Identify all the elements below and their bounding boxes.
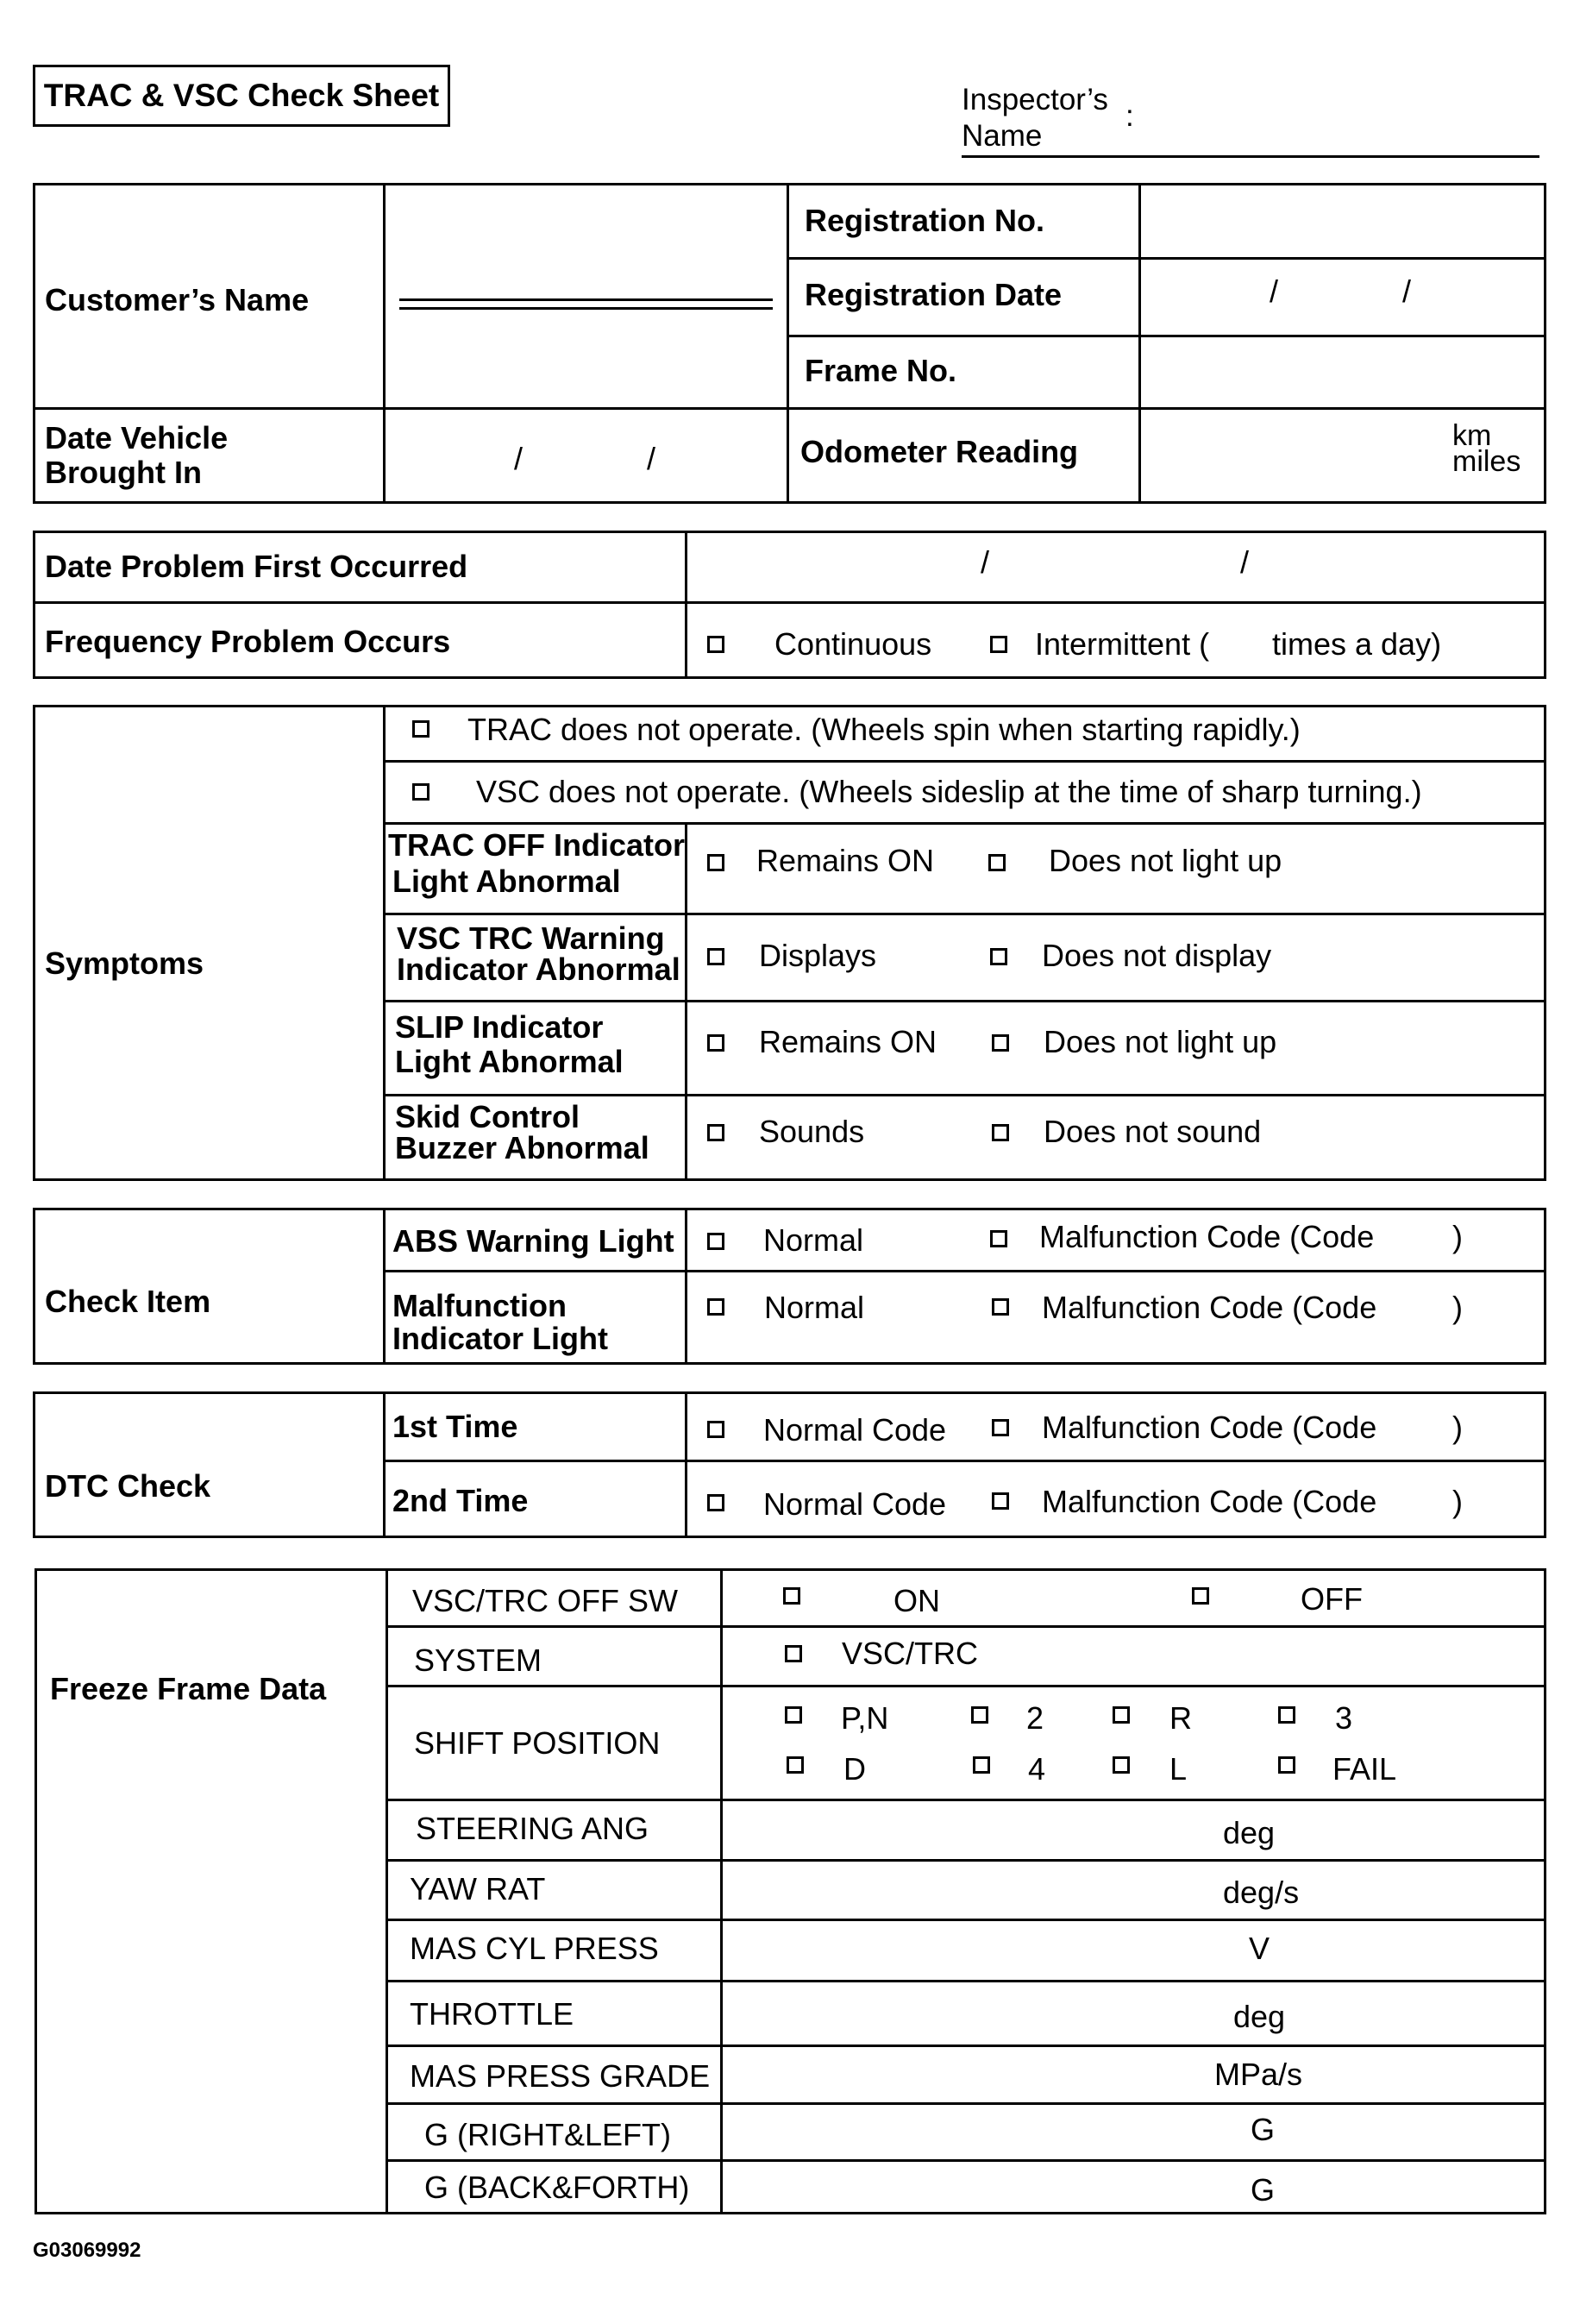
symptom-option-label: Sounds: [759, 1114, 865, 1149]
freeze-frame-table: [34, 1568, 1546, 2214]
shift-4-checkbox[interactable]: [973, 1756, 990, 1774]
system-vsc-trc-checkbox[interactable]: [785, 1645, 802, 1662]
symptom-row-label: VSC TRC Warning: [397, 920, 665, 956]
shift-option-label: L: [1169, 1751, 1188, 1787]
customer-name-field[interactable]: [399, 298, 773, 301]
system-vsc-trc-label: VSC/TRC: [842, 1636, 979, 1671]
shift-option-label: R: [1169, 1700, 1192, 1736]
symptom-option-label: Displays: [759, 938, 877, 973]
shift-l-checkbox[interactable]: [1113, 1756, 1130, 1774]
symptom-row-label: Light Abnormal: [392, 864, 621, 899]
odometer-km: km: [1452, 419, 1492, 452]
registration-no-label: Registration No.: [805, 203, 1045, 238]
mil-malfunction-checkbox[interactable]: [992, 1298, 1009, 1316]
freeze-row-label: THROTTLE: [410, 1996, 574, 2032]
freeze-row-label: G (RIGHT&LEFT): [424, 2117, 671, 2152]
symptom-option-checkbox[interactable]: [992, 1124, 1009, 1141]
symptom-row-label: Light Abnormal: [395, 1044, 624, 1079]
dtc-second-malfunction-checkbox[interactable]: [992, 1492, 1009, 1510]
freeze-row-unit: deg: [1233, 1999, 1286, 2034]
freeze-row-label: STEERING ANG: [416, 1811, 649, 1846]
symptom-option-checkbox[interactable]: [707, 1034, 724, 1052]
dtc-second-time-label: 2nd Time: [392, 1483, 529, 1518]
symptom-option-checkbox[interactable]: [707, 948, 724, 965]
freeze-row-unit: deg/s: [1223, 1875, 1300, 1910]
symptom-option-label: Does not sound: [1044, 1114, 1262, 1149]
shift-3-checkbox[interactable]: [1278, 1706, 1295, 1724]
trac-not-operate-label: TRAC does not operate. (Wheels spin when starting rapidly.): [467, 712, 1301, 747]
dtc-check-label: DTC Check: [45, 1468, 211, 1504]
symptom-option-label: Remains ON: [756, 843, 935, 878]
abs-malfunction-label: Malfunction Code (Code: [1039, 1219, 1375, 1254]
times-a-day-label: times a day): [1272, 626, 1442, 662]
symptom-option-checkbox[interactable]: [992, 1034, 1009, 1052]
trac-not-operate-checkbox[interactable]: [412, 720, 429, 738]
freeze-row-unit: MPa/s: [1214, 2057, 1303, 2092]
vsc-not-operate-checkbox[interactable]: [412, 783, 429, 801]
abs-close-paren: ): [1452, 1219, 1463, 1254]
dtc-first-normal-label: Normal Code: [763, 1412, 947, 1448]
mil-normal-checkbox[interactable]: [707, 1298, 724, 1316]
dtc-first-close-paren: ): [1452, 1410, 1463, 1445]
vsc-off-sw-label: VSC/TRC OFF SW: [412, 1583, 678, 1618]
abs-warning-light-label: ABS Warning Light: [392, 1223, 674, 1259]
shift-position-label: SHIFT POSITION: [414, 1725, 661, 1761]
symptom-option-checkbox[interactable]: [707, 854, 724, 871]
dtc-first-normal-checkbox[interactable]: [707, 1421, 724, 1438]
symptom-option-checkbox[interactable]: [707, 1124, 724, 1141]
vsc-off-sw-off-checkbox[interactable]: [1192, 1587, 1209, 1605]
registration-date-slash-2: /: [1402, 273, 1412, 309]
date-first-occurred-label: Date Problem First Occurred: [45, 549, 468, 584]
symptom-row-label: SLIP Indicator: [395, 1009, 604, 1045]
symptom-row-label: Skid Control: [395, 1099, 580, 1134]
sheet-title: TRAC & VSC Check Sheet: [33, 65, 450, 127]
frame-no-label: Frame No.: [805, 353, 957, 388]
shift-option-label: D: [843, 1751, 866, 1787]
mil-close-paren: ): [1452, 1290, 1463, 1325]
freeze-row-unit: deg: [1223, 1815, 1276, 1850]
check-item-label: Check Item: [45, 1284, 211, 1319]
freeze-frame-label: Freeze Frame Data: [50, 1671, 327, 1706]
customer-name-label: Customer’s Name: [45, 282, 310, 317]
shift-r-checkbox[interactable]: [1113, 1706, 1130, 1724]
shift-d-checkbox[interactable]: [787, 1756, 804, 1774]
symptoms-label: Symptoms: [45, 945, 204, 981]
odometer-label: Odometer Reading: [800, 434, 1079, 469]
symptom-option-checkbox[interactable]: [988, 854, 1006, 871]
dtc-second-close-paren: ): [1452, 1484, 1463, 1519]
mil-label-1: Malfunction: [392, 1288, 567, 1323]
freeze-row-label: YAW RAT: [410, 1871, 546, 1906]
shift-fail-checkbox[interactable]: [1278, 1756, 1295, 1774]
mil-label-2: Indicator Light: [392, 1321, 608, 1356]
inspector-label: [962, 82, 1108, 154]
customer-info-table: [33, 183, 1546, 504]
symptom-row-label: Buzzer Abnormal: [395, 1130, 649, 1165]
mil-normal-label: Normal: [764, 1290, 865, 1325]
first-occurred-slash-2: /: [1240, 544, 1250, 580]
inspector-name-field[interactable]: [962, 155, 1539, 158]
symptom-option-label: Does not display: [1042, 938, 1272, 973]
freeze-row-unit: G: [1251, 2112, 1276, 2147]
dtc-second-normal-checkbox[interactable]: [707, 1494, 724, 1511]
freeze-row-label: G (BACK&FORTH): [424, 2170, 690, 2205]
dtc-second-normal-label: Normal Code: [763, 1486, 947, 1522]
symptom-option-label: Remains ON: [759, 1024, 937, 1059]
freeze-row-unit: V: [1249, 1931, 1270, 1966]
symptom-row-label: Indicator Abnormal: [397, 952, 680, 987]
mil-malfunction-label: Malfunction Code (Code: [1042, 1290, 1377, 1325]
abs-malfunction-checkbox[interactable]: [990, 1230, 1007, 1247]
symptom-row-label: TRAC OFF Indicator: [388, 827, 685, 863]
date-vehicle-slash-2: /: [647, 441, 656, 476]
symptom-option-checkbox[interactable]: [990, 948, 1007, 965]
shift-option-label: 2: [1026, 1700, 1044, 1736]
dtc-first-time-label: 1st Time: [392, 1409, 518, 1444]
shift-option-label: P,N: [841, 1700, 889, 1736]
continuous-checkbox[interactable]: [707, 636, 724, 653]
symptom-option-label: Does not light up: [1044, 1024, 1277, 1059]
continuous-label: Continuous: [774, 626, 932, 662]
shift-pn-checkbox[interactable]: [785, 1706, 802, 1724]
registration-date-label: Registration Date: [805, 277, 1063, 312]
shift-option-label: 3: [1335, 1700, 1353, 1736]
intermittent-label: Intermittent (: [1035, 626, 1210, 662]
dtc-first-malfunction-checkbox[interactable]: [992, 1419, 1009, 1436]
inspector-label-line-1: Inspector’s: [962, 83, 1108, 116]
abs-normal-checkbox[interactable]: [707, 1233, 724, 1250]
figure-code: G03069992: [33, 2239, 141, 2262]
symptom-option-label: Does not light up: [1049, 843, 1282, 878]
inspector-label-line-2: Name: [962, 119, 1043, 153]
inspector-colon: :: [1125, 99, 1134, 133]
shift-option-label: 4: [1028, 1751, 1046, 1787]
first-occurred-slash-1: /: [981, 544, 990, 580]
freeze-row-label: MAS PRESS GRADE: [410, 2058, 711, 2094]
dtc-first-malfunction-label: Malfunction Code (Code: [1042, 1410, 1377, 1445]
freeze-row-label: MAS CYL PRESS: [410, 1931, 659, 1966]
odometer-miles: miles: [1452, 445, 1521, 478]
intermittent-checkbox[interactable]: [990, 636, 1007, 653]
abs-normal-label: Normal: [763, 1222, 864, 1258]
vsc-not-operate-label: VSC does not operate. (Wheels sideslip at the time of sharp turning.): [476, 774, 1422, 809]
registration-date-slash-1: /: [1270, 273, 1279, 309]
vsc-off-sw-off-label: OFF: [1301, 1581, 1363, 1617]
shift-option-label: FAIL: [1332, 1751, 1397, 1787]
system-label: SYSTEM: [414, 1643, 542, 1678]
date-vehicle-label-1: Date Vehicle: [45, 420, 229, 455]
dtc-second-malfunction-label: Malfunction Code (Code: [1042, 1484, 1377, 1519]
date-vehicle-slash-1: /: [514, 441, 524, 476]
date-vehicle-label-2: Brought In: [45, 455, 202, 490]
freeze-row-unit: G: [1251, 2172, 1276, 2208]
vsc-off-sw-on-label: ON: [893, 1583, 940, 1618]
shift-2-checkbox[interactable]: [971, 1706, 988, 1724]
vsc-off-sw-on-checkbox[interactable]: [783, 1587, 800, 1605]
frequency-label: Frequency Problem Occurs: [45, 624, 451, 659]
